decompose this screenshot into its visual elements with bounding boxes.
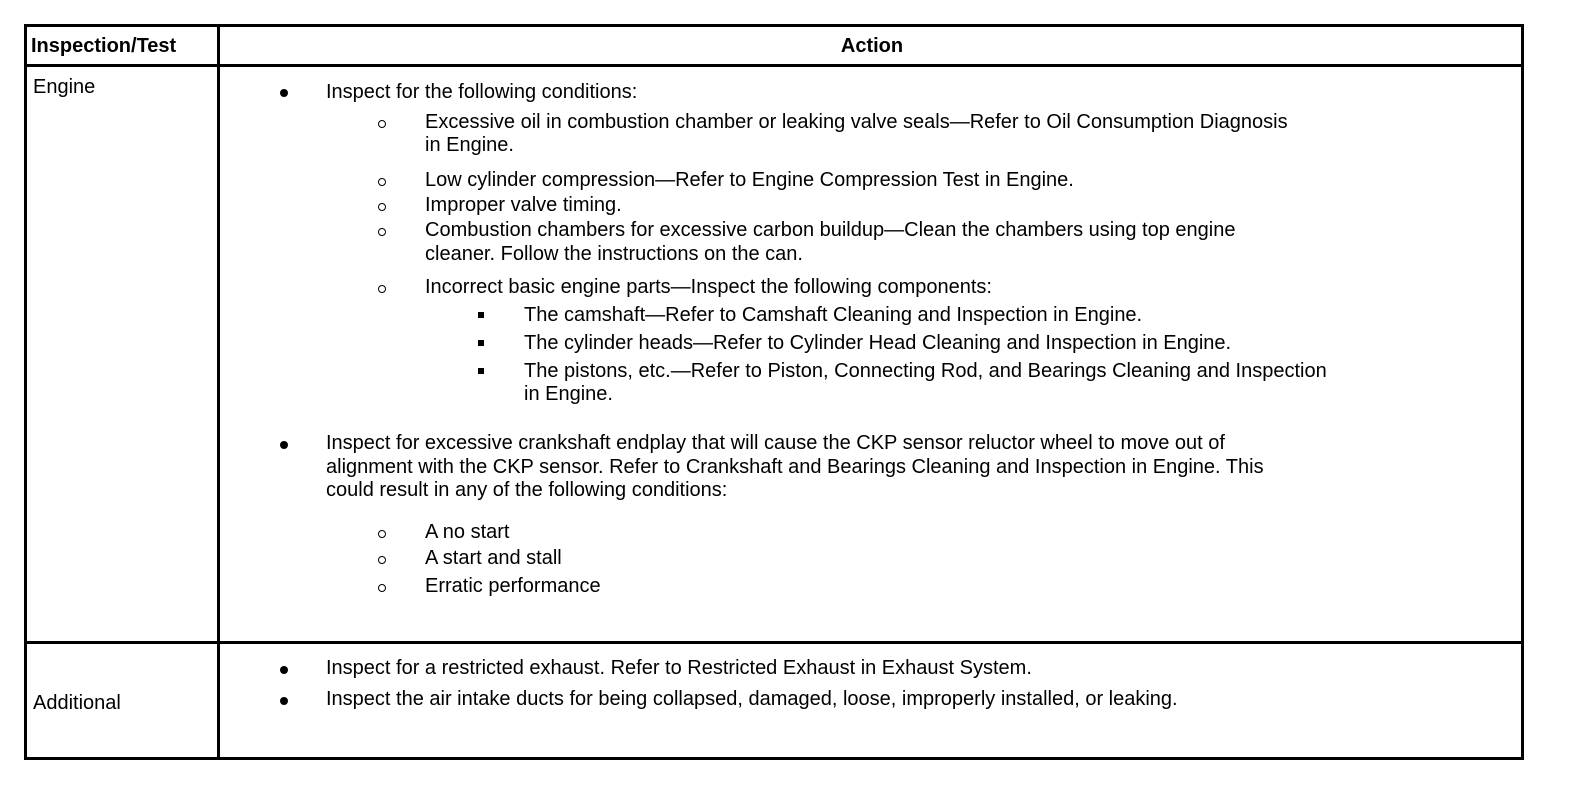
engine-bullet-2a: Inspect for excessive crankshaft endplay that will cause the CKP sensor reluctor wheel to move out of bbox=[326, 432, 1225, 454]
bullet-circle-icon bbox=[378, 203, 386, 211]
bullet-dot-icon bbox=[280, 697, 288, 705]
engine-component-2: The cylinder heads—Refer to Cylinder Head Cleaning and Inspection in Engine. bbox=[524, 332, 1232, 354]
engine-component-1: The camshaft—Refer to Camshaft Cleaning and Inspection in Engine. bbox=[524, 304, 1143, 326]
engine-condition-3: Erratic performance bbox=[425, 575, 601, 597]
engine-sub-4b: cleaner. Follow the instructions on the can. bbox=[425, 243, 803, 265]
engine-bullet-2b: alignment with the CKP sensor. Refer to Crankshaft and Bearings Cleaning and Inspection in Engine. This bbox=[326, 456, 1264, 478]
bullet-dot-icon bbox=[280, 441, 288, 449]
engine-condition-2: A start and stall bbox=[425, 547, 562, 569]
bullet-square-icon bbox=[478, 312, 484, 318]
inspection-table bbox=[24, 24, 1524, 760]
engine-sub-2: Low cylinder compression—Refer to Engine Compression Test in Engine. bbox=[425, 169, 1074, 191]
bullet-circle-icon bbox=[378, 584, 386, 592]
bullet-square-icon bbox=[478, 368, 484, 374]
additional-bullet-1: Inspect for a restricted exhaust. Refer to Restricted Exhaust in Exhaust System. bbox=[326, 657, 1032, 679]
bullet-dot-icon bbox=[280, 666, 288, 674]
bullet-circle-icon bbox=[378, 530, 386, 538]
engine-sub-1a: Excessive oil in combustion chamber or leaking valve seals—Refer to Oil Consumption Diagnosis bbox=[425, 111, 1288, 133]
row-label-additional: Additional bbox=[33, 692, 121, 714]
engine-bullet-1: Inspect for the following conditions: bbox=[326, 81, 638, 103]
row-divider bbox=[27, 641, 1521, 644]
engine-component-3a: The pistons, etc.—Refer to Piston, Connecting Rod, and Bearings Cleaning and Inspection bbox=[524, 360, 1327, 382]
engine-condition-1: A no start bbox=[425, 521, 510, 543]
row-label-engine: Engine bbox=[33, 76, 96, 98]
column-divider bbox=[217, 27, 220, 757]
bullet-square-icon bbox=[478, 340, 484, 346]
bullet-circle-icon bbox=[378, 285, 386, 293]
bullet-dot-icon bbox=[280, 89, 288, 97]
engine-component-3b: in Engine. bbox=[524, 383, 613, 405]
engine-sub-4a: Combustion chambers for excessive carbon buildup—Clean the chambers using top engine bbox=[425, 219, 1236, 241]
header-inspection-test: Inspection/Test bbox=[31, 35, 177, 57]
bullet-circle-icon bbox=[378, 178, 386, 186]
engine-bullet-2c: could result in any of the following conditions: bbox=[326, 479, 728, 501]
engine-sub-5: Incorrect basic engine parts—Inspect the following components: bbox=[425, 276, 992, 298]
engine-sub-1b: in Engine. bbox=[425, 134, 514, 156]
bullet-circle-icon bbox=[378, 120, 386, 128]
header-action: Action bbox=[840, 35, 904, 57]
header-divider bbox=[27, 64, 1521, 67]
additional-bullet-2: Inspect the air intake ducts for being collapsed, damaged, loose, improperly installed, or leaking. bbox=[326, 688, 1178, 710]
engine-sub-3: Improper valve timing. bbox=[425, 194, 622, 216]
bullet-circle-icon bbox=[378, 228, 386, 236]
bullet-circle-icon bbox=[378, 556, 386, 564]
